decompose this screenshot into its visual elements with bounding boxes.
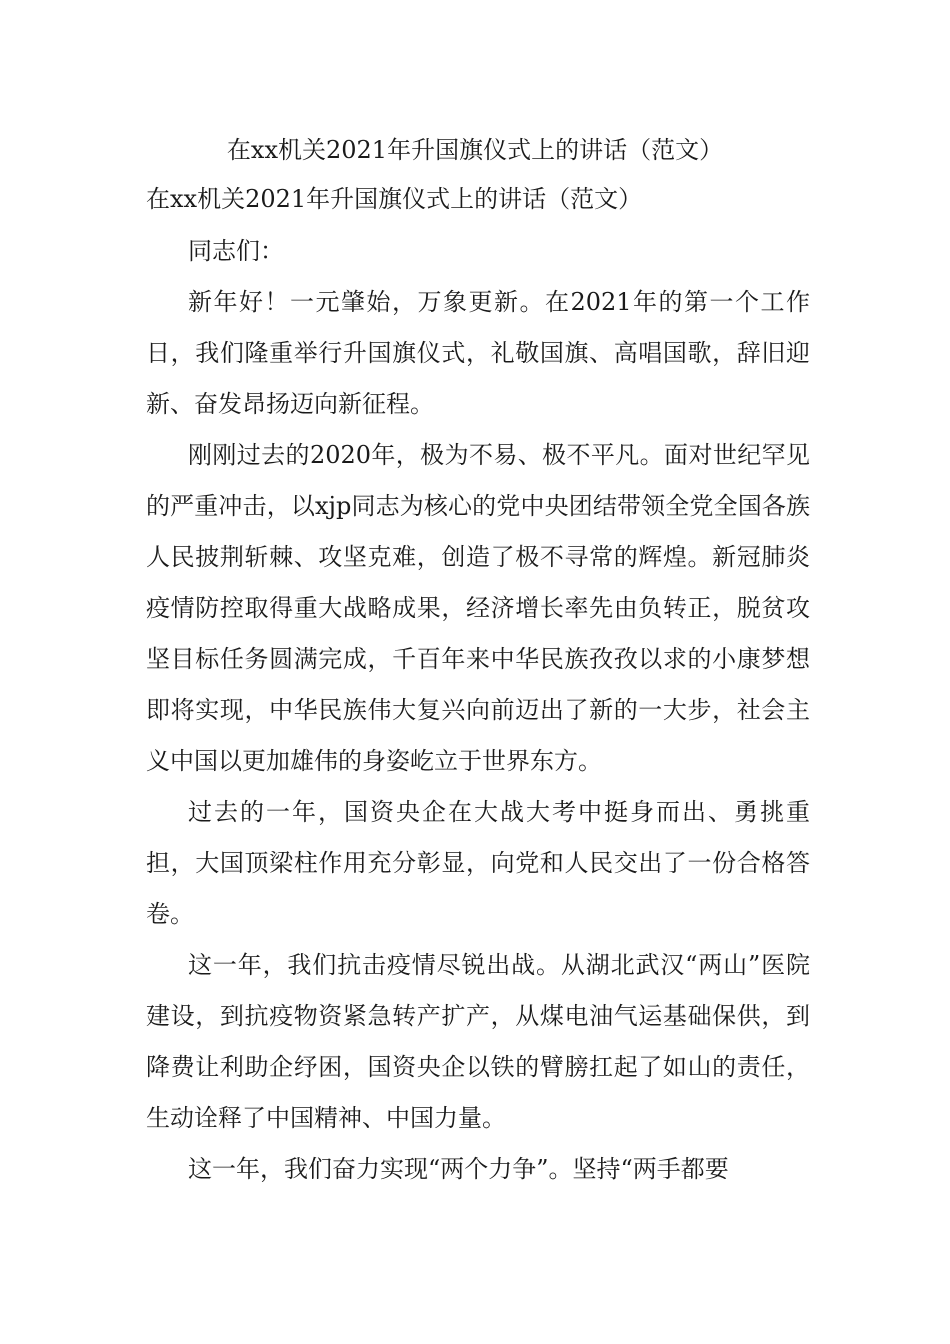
paragraph-2: 刚刚过去的2020年，极为不易、极不平凡。面对世纪罕见的严重冲击，以xjp同志为核心的党中央团结带领全党全国各族人民披荆斩棘、攻坚克难，创造了极不寻常的辉煌。新冠肺炎疫情防控取得重大战略成果，经济增长率先由负转正，脱贫攻坚目标任务圆满完成，千百年来中华民族孜孜以求的小康梦想即将实现，中华民族伟大复兴向前迈出了新的一大步，社会主义中国以更加雄伟的身姿屹立于世界东方。: [146, 441, 810, 775]
paragraph-1: 新年好！一元肇始，万象更新。在2021年的第一个工作日，我们隆重举行升国旗仪式，礼敬国旗、高唱国歌，辞旧迎新、奋发昂扬迈向新征程。: [146, 288, 810, 418]
paragraph-5: 这一年，我们奋力实现“两个力争”。坚持“两手都要: [188, 1155, 729, 1183]
document-title: 在xx机关2021年升国旗仪式上的讲话（范文）: [226, 136, 724, 164]
salutation: 同志们：: [188, 237, 284, 265]
document-subtitle: 在xx机关2021年升国旗仪式上的讲话（范文）: [146, 185, 643, 213]
document-body: [146, 174, 810, 1195]
paragraph-3: 过去的一年，国资央企在大战大考中挺身而出、勇挑重担，大国顶梁柱作用充分彰显，向党和人民交出了一份合格答卷。: [146, 798, 810, 928]
paragraph-4: 这一年，我们抗击疫情尽锐出战。从湖北武汉“两山”医院建设，到抗疫物资紧急转产扩产，从煤电油气运基础保供，到降费让利助企纾困，国资央企以铁的臂膀扛起了如山的责任，生动诠释了中国精神、中国力量。: [146, 951, 810, 1132]
